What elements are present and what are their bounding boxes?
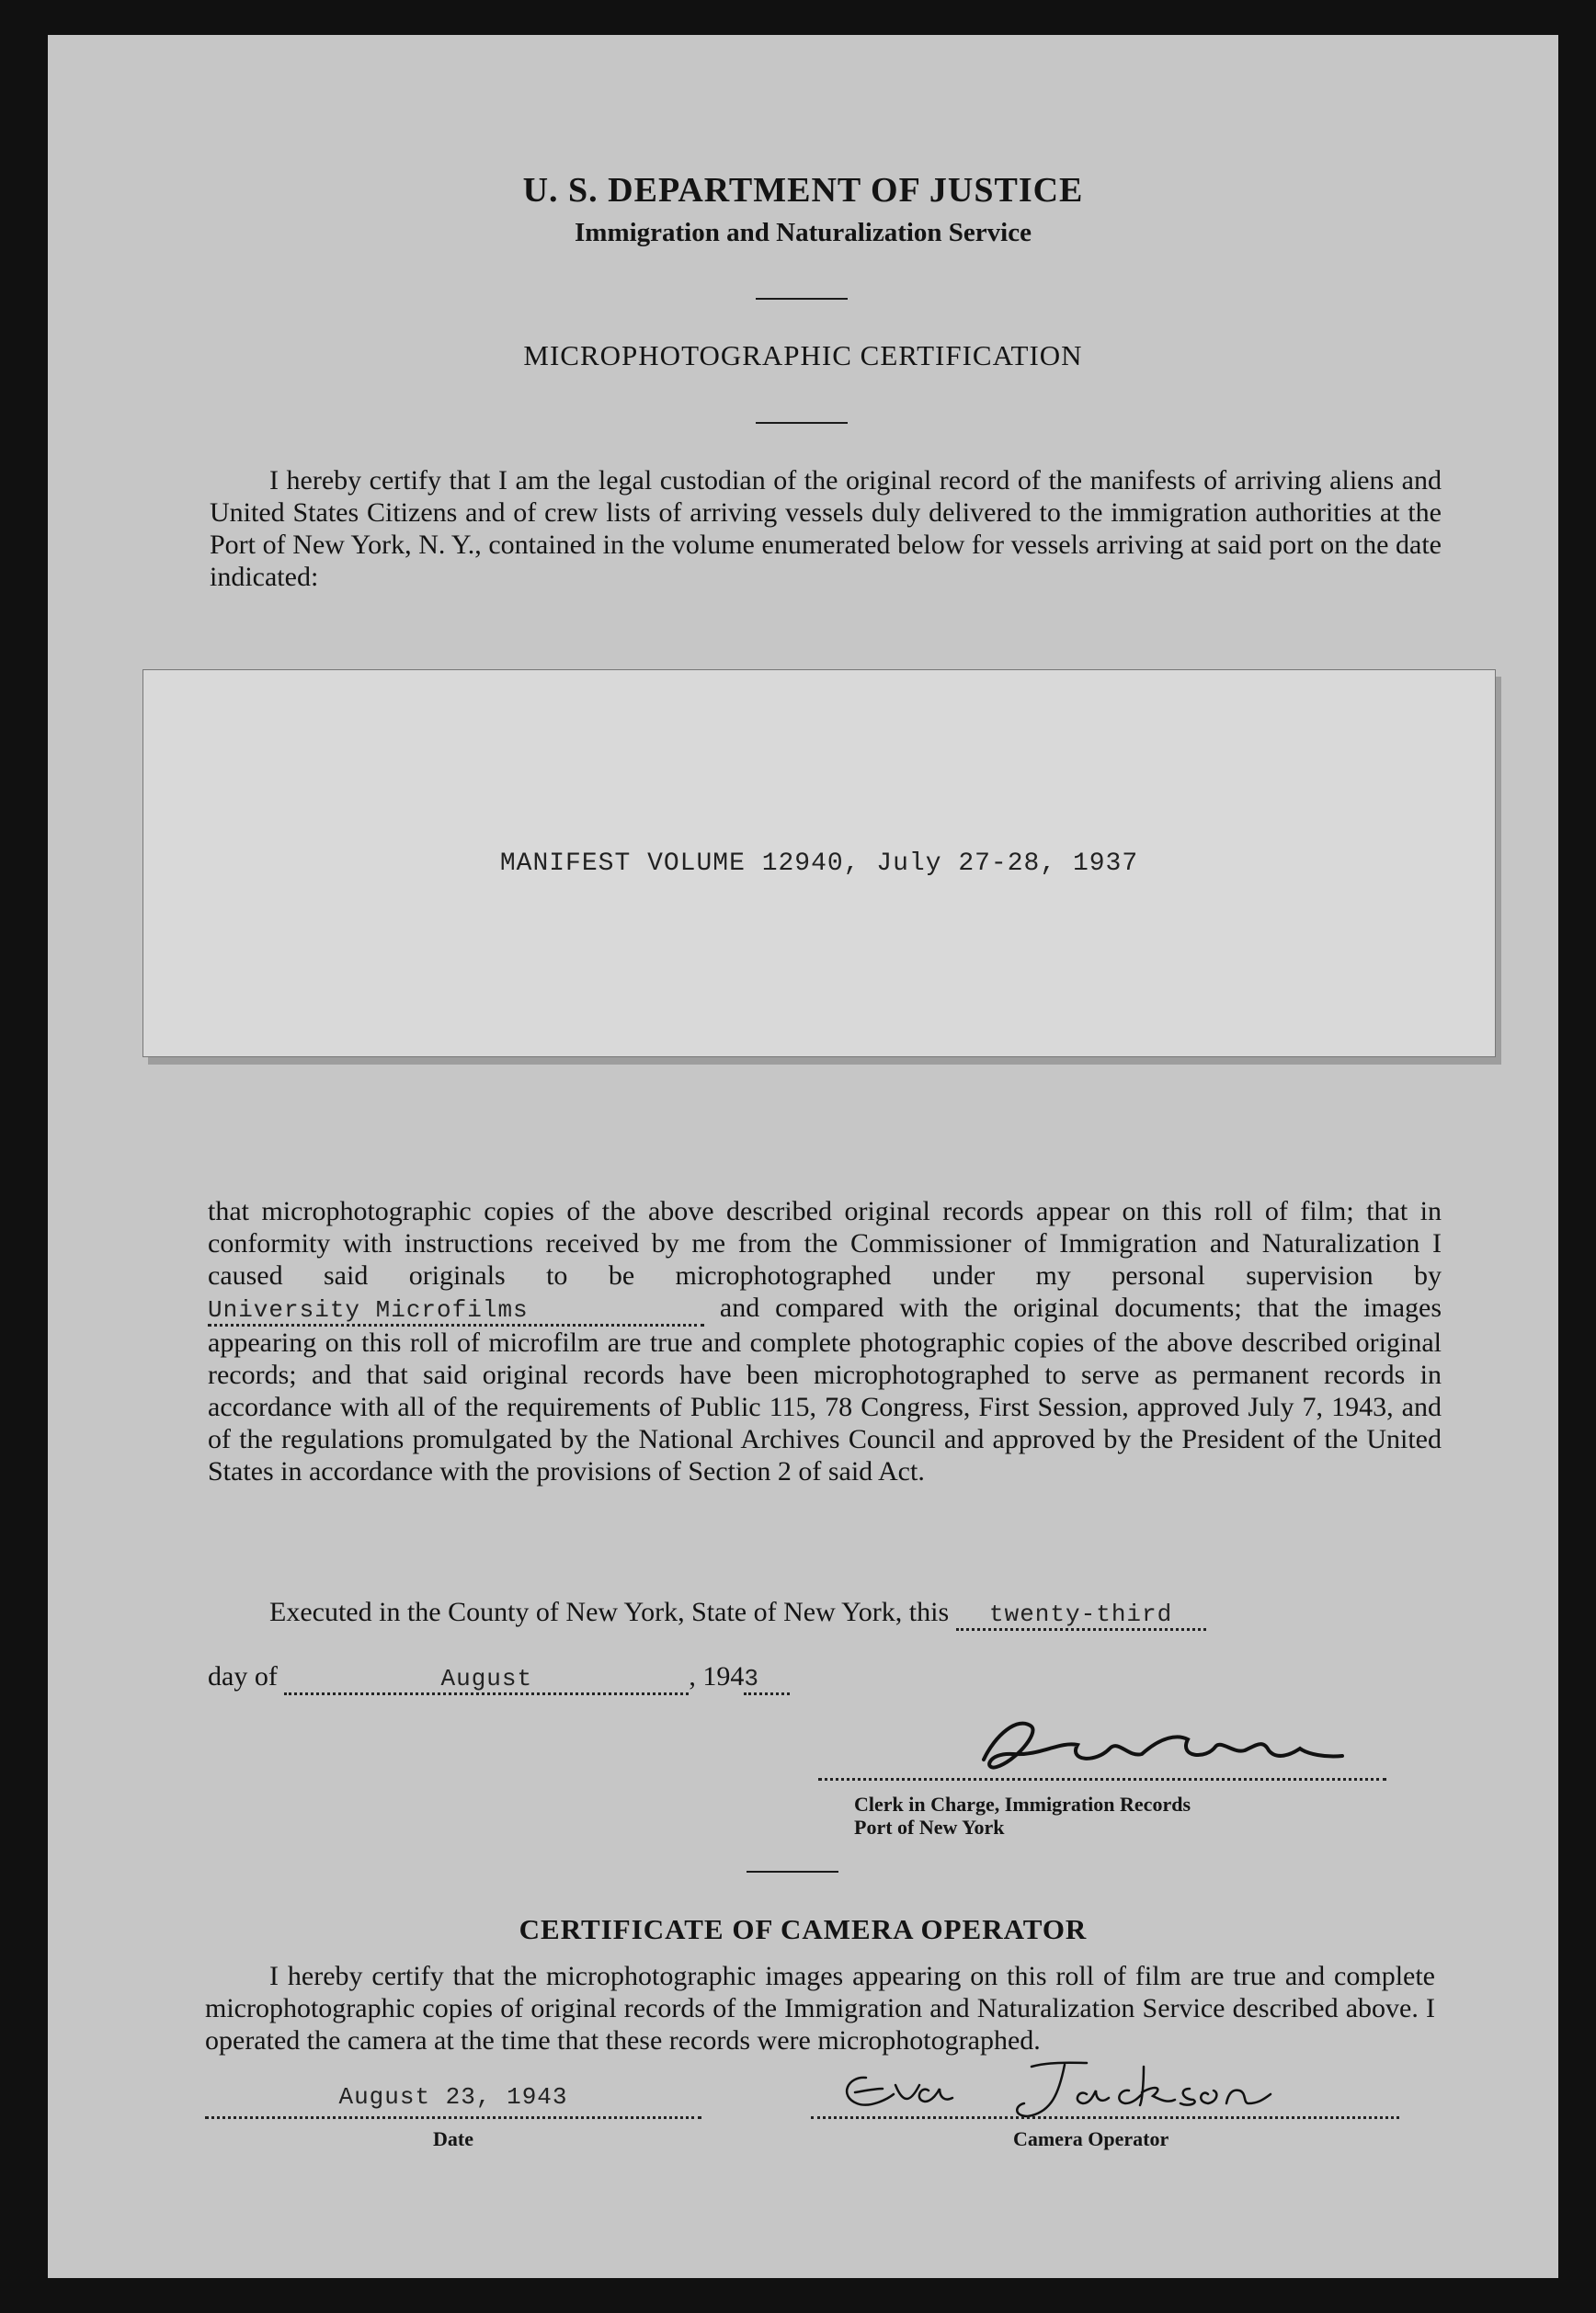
header-divider — [756, 298, 848, 300]
clerk-title — [854, 1793, 1406, 1839]
intro-paragraph: I hereby certify that I am the legal custodian of the original record of the manifests of arriving aliens and United States Citizens and of crew lists of arriving vessels duly delivered to the immigration authorities at the Port of New York, N. Y., contained in the volume enumerated below for vessels arriving at said port on the date indicated: — [210, 465, 1442, 592]
clerk-signature-line — [818, 1778, 1386, 1781]
day-of-label: day of — [208, 1661, 278, 1692]
photographer-field: University Microfilms — [208, 1296, 704, 1327]
body-paragraph — [208, 1195, 1442, 1487]
title-divider — [756, 422, 848, 424]
clerk-title-line1: Clerk in Charge, Immigration Records — [854, 1793, 1191, 1816]
camera-operator-signature-line — [811, 2116, 1399, 2119]
certificate-sheet — [48, 35, 1558, 2278]
month-field: August — [284, 1665, 689, 1695]
section-divider — [747, 1871, 838, 1873]
execution-day-field: twenty-third — [956, 1601, 1206, 1631]
clerk-title-line2: Port of New York — [854, 1816, 1005, 1839]
camera-certificate-text: I hereby certify that the microphotographic images appearing on this roll of film are true and complete microphotographic copies of original records of the Immigration and Naturalization Service described above. I operated the camera at the time that these records were microphotographed. — [205, 1961, 1435, 2056]
camera-date-line — [205, 2116, 701, 2119]
clerk-signature — [930, 1681, 1362, 1791]
manifest-volume-text: MANIFEST VOLUME 12940, July 27-28, 1937 — [499, 849, 1139, 878]
camera-date-value: August 23, 1943 — [338, 2083, 568, 2111]
camera-date-label: Date — [433, 2127, 473, 2150]
camera-operator-label: Camera Operator — [1013, 2127, 1169, 2150]
execution-prefix: Executed in the County of New York, State of New York, this — [269, 1597, 950, 1627]
year-prefix: 194 — [702, 1661, 745, 1692]
body-text-part2: and compared with the original documents; that the images appearing on this roll of microfilm are true and complete photographic copies of the above described original records; and that said original records have been microphotographed to serve as permanent records in accordance with all of the requirements of Public 115, 78 Congress, First Session, approved July 7, 1943, and of the regulations promulgated by the National Archives Council and approved by the President of the United States in accordance with the provisions of Section 2 of said Act. — [208, 1293, 1442, 1487]
body-text-part1: that microphotographic copies of the above described original records appear on this roll of film; that in conformity with instructions received by me from the Commissioner of Immigration and Naturalization I caused said originals to be microphotographed under my personal supervision by — [208, 1196, 1442, 1291]
day-of-line: day of August , 1943 — [208, 1660, 870, 1695]
record-card — [142, 669, 1496, 1057]
service-subheading: Immigration and Naturalization Service — [575, 218, 1032, 247]
year-digit-field: 3 — [744, 1665, 790, 1695]
camera-certificate-title: CERTIFICATE OF CAMERA OPERATOR — [519, 1913, 1088, 1945]
execution-line — [269, 1596, 1442, 1631]
department-heading: U. S. DEPARTMENT OF JUSTICE — [522, 171, 1084, 210]
form-title: MICROPHOTOGRAPHIC CERTIFICATION — [523, 339, 1083, 371]
